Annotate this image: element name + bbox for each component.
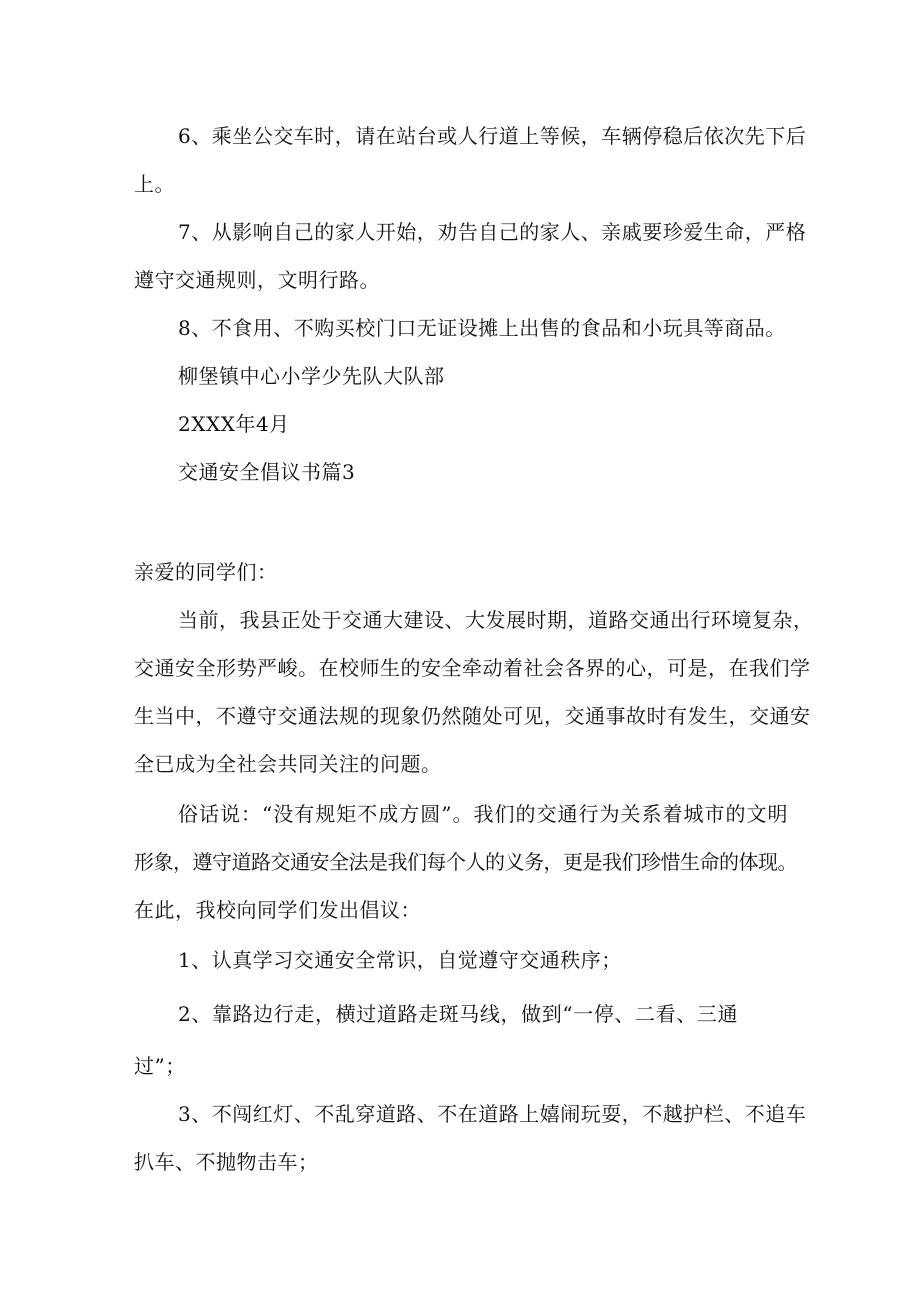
item-8-line: 8、不食用、不购买校门口无证设摊上出售的食品和小玩具等商品。	[178, 316, 786, 340]
paragraph-1-line-2: 交通安全形势严峻。在校师生的安全牵动着社会各界的心，可是，在我们学	[134, 656, 811, 680]
paragraph-1-line-3: 生当中，不遵守交通法规的现象仍然随处可见，交通事故时有发生，交通安	[134, 704, 811, 728]
signature-date: 2XXX年4月	[178, 412, 290, 436]
item-7-line-1: 7、从影响自己的家人开始，劝告自己的家人、亲戚要珍爱生命，严格	[178, 220, 807, 244]
item-7-line-2: 遵守交通规则，文明行路。	[134, 268, 380, 292]
item-6-line-1: 6、乘坐公交车时，请在站台或人行道上等候，车辆停稳后依次先下后	[178, 124, 807, 148]
paragraph-2-line-2: 形象，遵守道路交通安全法是我们每个人的义务，更是我们珍惜生命的体现。	[134, 850, 797, 874]
proposal-3-line-1: 3、不闯红灯、不乱穿道路、不在道路上嬉闹玩耍，不越护栏、不追车	[178, 1102, 807, 1126]
salutation: 亲爱的同学们：	[134, 560, 278, 584]
proposal-2-line-2: 过”；	[134, 1054, 186, 1078]
paragraph-1-line-1: 当前，我县正处于交通大建设、大发展时期，道路交通出行环境复杂，	[178, 608, 814, 632]
section-title: 交通安全倡议书篇3	[178, 460, 356, 484]
paragraph-2-line-1: 俗话说：“没有规矩不成方圆”。我们的交通行为关系着城市的文明	[178, 802, 788, 826]
proposal-3-line-2: 扒车、不抛物击车；	[134, 1150, 319, 1174]
paragraph-2-line-3: 在此，我校向同学们发出倡议：	[134, 898, 421, 922]
proposal-2-line-1: 2、靠路边行走，横过道路走斑马线，做到“一停、二看、三通	[178, 1002, 738, 1026]
paragraph-1-line-4: 全已成为全社会共同关注的问题。	[134, 752, 442, 776]
proposal-1: 1、认真学习交通安全常识，自觉遵守交通秩序；	[178, 948, 622, 972]
signature-organization: 柳堡镇中心小学少先队大队部	[178, 364, 445, 388]
item-6-line-2: 上。	[134, 172, 175, 196]
